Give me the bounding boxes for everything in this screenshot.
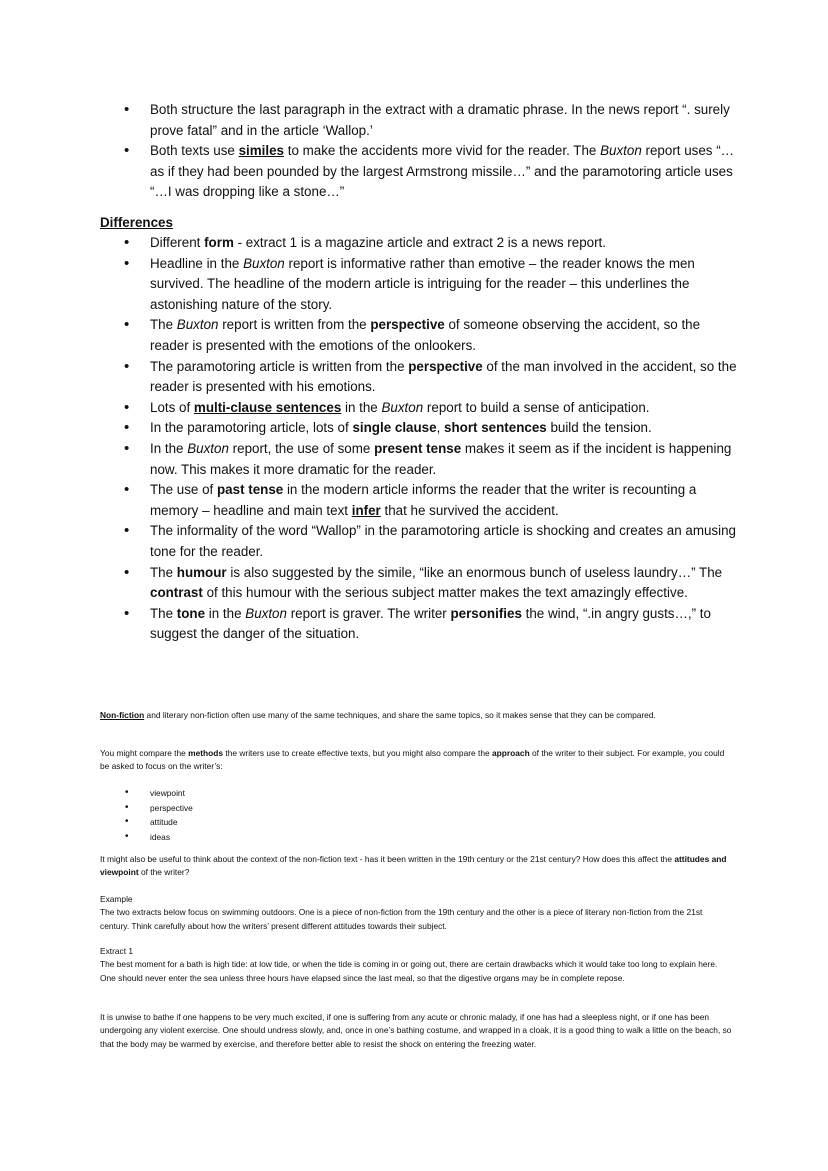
bullet-text: is also suggested by the simile, “like an enormous bunch of useless laundry…” The — [226, 564, 723, 580]
list-item: • viewpoint — [100, 786, 732, 801]
bullet-text: Headline in the — [150, 255, 244, 271]
paragraph-text: of the writer to their subject. For example, you could be asked to focus on the writer’s: — [100, 748, 725, 772]
bullet-text: In the — [150, 440, 188, 456]
list-item — [100, 315, 740, 356]
extract-1-paragraph-2 — [100, 1011, 732, 1051]
bullet-text: of the man involved in the accident, so the reader is presented with his emotions. — [150, 358, 737, 395]
bullet-text: report is informative rather than emotive – the reader knows the men survived. The headline of the modern article is intriguing for the reader – this underlines the astonishing nature of the story. — [150, 255, 695, 312]
bullet-text: in the — [205, 605, 246, 621]
list-item — [100, 439, 740, 480]
paragraph-text: the writers use to create effective texts, but you might also compare the — [223, 748, 492, 758]
bullet-text: of this humour with the serious subject matter makes the text amazingly effective. — [202, 585, 688, 601]
key-term: personifies — [450, 605, 522, 621]
bullet-text: to make the accidents more vivid for the reader. The — [284, 143, 601, 159]
bullet-text: in the — [341, 399, 382, 415]
key-term: contrast — [150, 585, 203, 601]
bullet-text: In the paramotoring article, lots of — [150, 420, 353, 436]
paragraph-text: and literary non-fiction often use many of the same techniques, and share the same topics, so it makes sense that they can be compared. — [144, 710, 656, 720]
key-term: attitudes and viewpoint — [100, 854, 727, 878]
bullet-text: that he survived the accident. — [380, 502, 559, 518]
bullet-text: The — [150, 605, 177, 621]
bullet-text: report is written from the — [218, 317, 371, 333]
bullet-text: The paramotoring article is written from the — [150, 358, 409, 374]
paragraph-text: It is unwise to bathe if one happens to be very much excited, if one is suffering from any acute or chronic malady, if one has had a sleepless night, or if one has been undergoing any violent exercise. One should undress slowly, and, once in one’s bathing costume, and wrapped in a cloak, it is a good thing to walk a little on the beach, so that the body may be warmed by exercise, and therefore better able to resist the shock on entering the freezing water. — [100, 1012, 732, 1049]
list-item — [100, 521, 740, 562]
paragraph-text: of the writer? — [138, 867, 190, 878]
bullet-text: of someone observing the accident, so the reader is presented with the emotions of the onlookers. — [150, 317, 701, 353]
bullet-text: The informality of the word “Wallop” in the paramotoring article is shocking and creates an amusing tone for the reader. — [150, 523, 736, 559]
key-term-link[interactable]: infer — [351, 502, 381, 518]
list-item — [100, 254, 740, 316]
bullet-text: build the tension. — [546, 420, 652, 436]
bullet-text: , — [436, 420, 445, 436]
key-term-link[interactable]: multi-clause sentences — [193, 399, 342, 415]
paragraph-text: The two extracts below focus on swimming outdoors. One is a piece of non-fiction from the 19th century and the other is a piece of literary non-fiction from the 21st century. Think carefully about how the writers’ present different attitudes towards their subject. — [100, 907, 703, 931]
bullet-text: report to build a sense of anticipation. — [423, 399, 650, 415]
italic-term: Buxton — [381, 399, 424, 415]
list-item — [100, 398, 740, 419]
bullet-text: report, the use of some — [228, 440, 375, 456]
compare-paragraph — [100, 747, 732, 774]
extract-1-block — [100, 945, 732, 985]
key-term: tone — [176, 605, 206, 621]
list-item: • perspective — [100, 801, 732, 816]
paragraph-text: It might also be useful to think about the context of the non-fiction text - has it been written in the 19th century or the 21st century? How does this affect the — [100, 854, 675, 864]
extract-label: Extract 1 — [100, 946, 134, 956]
bullet-text: Lots of — [150, 399, 194, 415]
bullet-text: Different — [150, 235, 205, 250]
bullet-text: Both structure the last paragraph in the extract with a dramatic phrase. In the news report “. surely prove fatal” and in the article ‘Wallop.’ — [150, 102, 730, 138]
key-term: form — [204, 235, 234, 250]
bullet-text: The — [150, 564, 177, 580]
list-item: • ideas — [100, 830, 732, 845]
list-item — [100, 563, 740, 604]
bullet-text: report is graver. The writer — [286, 605, 451, 621]
key-term-link[interactable]: similes — [238, 143, 284, 159]
focus-list — [100, 786, 732, 844]
list-item — [100, 604, 740, 645]
key-term: methods — [188, 748, 224, 758]
intro-paragraph — [100, 709, 732, 722]
key-term: perspective — [370, 317, 445, 333]
context-paragraph — [100, 853, 732, 880]
list-item — [100, 100, 740, 141]
similarities-list — [100, 100, 740, 203]
key-term: present tense — [374, 440, 462, 456]
list-item — [100, 233, 740, 254]
key-term: short sentences — [444, 420, 547, 436]
italic-term: Buxton — [243, 255, 285, 271]
italic-term: Buxton — [245, 605, 287, 621]
bullet-text: in the modern article informs the reader that the writer is recounting a memory – headline and main text — [150, 482, 697, 518]
list-item — [100, 141, 740, 203]
example-block — [100, 893, 732, 933]
bullet-text: the wind, “.in angry gusts…,” to suggest the danger of the situation. — [150, 605, 711, 642]
bullet-text: The use of — [150, 482, 217, 498]
key-term: approach — [491, 748, 530, 758]
key-term: perspective — [408, 358, 483, 374]
bullet-text: - extract 1 is a magazine article and extract 2 is a news report. — [233, 235, 606, 250]
key-term: humour — [176, 564, 227, 580]
key-term: single clause — [352, 420, 437, 436]
paragraph-text: You might compare the — [100, 748, 189, 758]
bullet-text: The — [150, 317, 177, 333]
list-item: • attitude — [100, 815, 732, 830]
example-label: Example — [100, 894, 133, 904]
differences-heading: Differences — [100, 215, 173, 230]
non-fiction-link[interactable]: Non-fiction — [100, 710, 145, 720]
list-item — [100, 480, 740, 521]
bullet-text: report uses “…as if they had been pounded by the largest Armstrong missile…” and the paramotoring article uses “…I was dropping like a stone…” — [150, 143, 735, 200]
key-term: past tense — [217, 482, 284, 498]
paragraph-text: The best moment for a bath is high tide: at low tide, or when the tide is coming in or going out, there are certain drawbacks which it would take too long to explain here. One should never enter the sea unless three hours have elapsed since the last meal, so that the digestive organs may be in complete repose. — [100, 959, 718, 983]
bullet-text: makes it seem as if the incident is happening now. This makes it more dramatic for the reader. — [150, 440, 732, 477]
italic-term: Buxton — [176, 317, 219, 333]
differences-list — [100, 233, 740, 645]
list-item — [100, 418, 740, 439]
bullet-text: Both texts use — [150, 143, 239, 159]
list-item — [100, 357, 740, 398]
italic-term: Buxton — [600, 143, 642, 159]
italic-term: Buxton — [187, 440, 229, 456]
